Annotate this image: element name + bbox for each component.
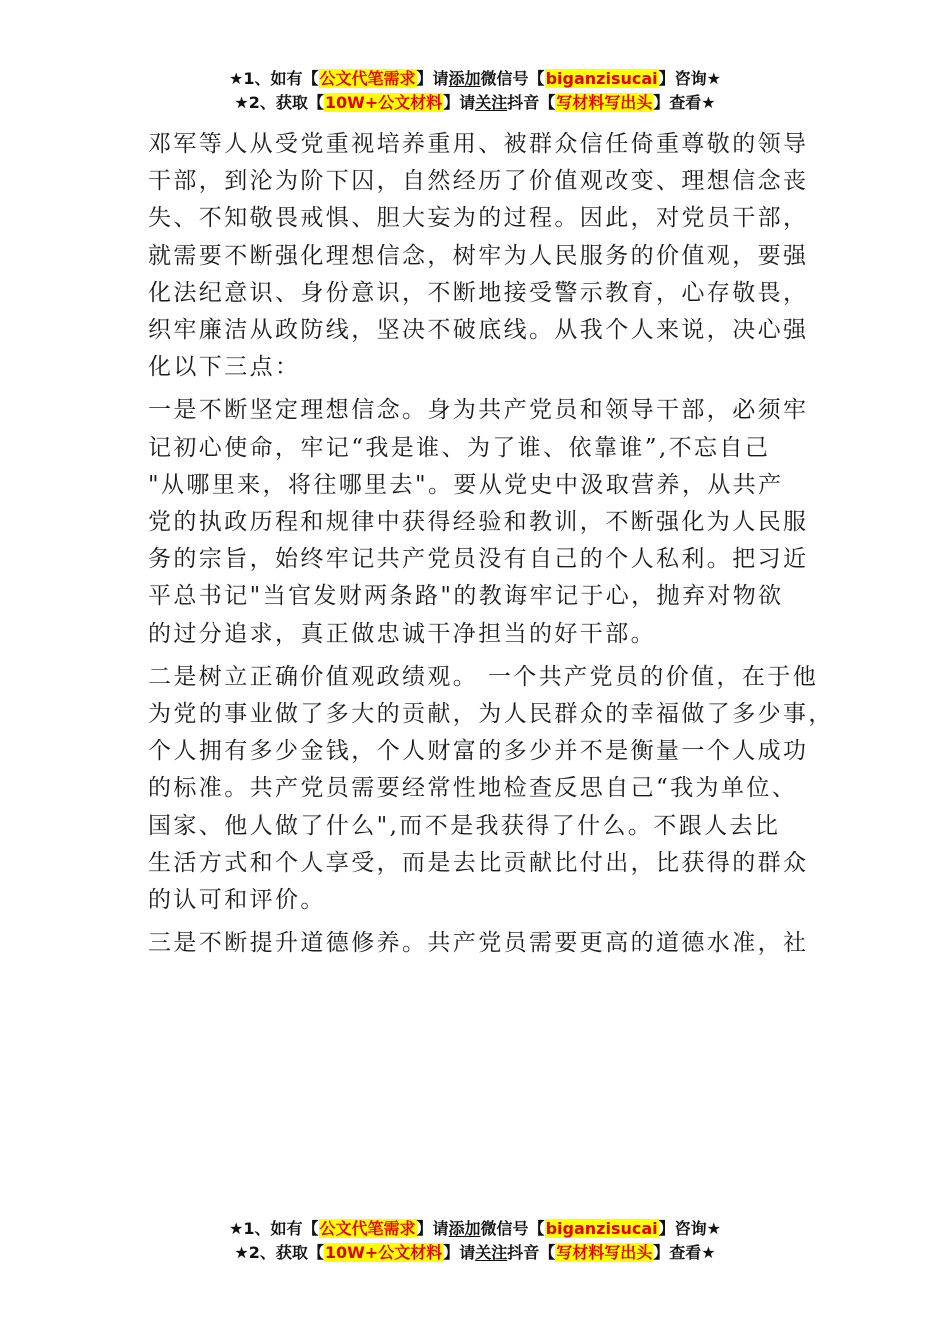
text-line: 个人拥有多少金钱，个人财富的多少并不是衡量一个人成功 <box>148 738 809 765</box>
paragraph-point-three <box>148 925 824 962</box>
text-line: 三是不断提升道德修养。共产党员需要更高的道德水准，社 <box>148 930 809 957</box>
banner-text: 】请 <box>416 69 449 88</box>
banner-text: ★1、如有【 <box>229 1219 319 1238</box>
banner-underlined-text: 添加 <box>448 1219 481 1238</box>
text-line: 二是树立正确价值观政绩观。 一个共产党员的价值，在于他 <box>148 663 819 690</box>
text-line: 平总书记"当官发财两条路"的教诲牢记于心，抛弃对物欲 <box>148 583 784 610</box>
paragraph-intro <box>148 126 824 386</box>
banner-text: 】请 <box>416 1219 449 1238</box>
text-line: 化法纪意识、身份意识，不断地接受警示教育，心存敬畏， <box>148 279 809 306</box>
text-line: 记初心使命，牢记“我是谁、为了谁、依靠谁”,不忘自己 <box>148 434 771 461</box>
banner-underlined-text: 关注 <box>475 1243 508 1262</box>
banner-text: ★2、获取【 <box>234 93 324 112</box>
text-line: 国家、他人做了什么",而不是我获得了什么。不跟人去比 <box>148 812 781 839</box>
banner-text: 抖音【 <box>507 1243 556 1262</box>
banner-text: 微信号【 <box>480 1219 545 1238</box>
banner-highlight: biganzisucai <box>545 69 658 88</box>
text-line: 化以下三点： <box>148 354 301 381</box>
banner-text: 微信号【 <box>480 69 545 88</box>
text-line: 的标准。共产党员需要经常性地检查反思自己“我为单位、 <box>148 775 798 802</box>
text-line: 党的执政历程和规律中获得经验和教训，不断强化为人民服 <box>148 509 809 536</box>
header-banner <box>0 67 950 115</box>
paragraph-point-two <box>148 659 834 919</box>
banner-highlight: 写材料写出头 <box>556 93 653 112</box>
text-line: 生活方式和个人享受，而是去比贡献比付出，比获得的群众 <box>148 849 809 876</box>
banner-text: 】咨询★ <box>658 1219 721 1238</box>
banner-line-1 <box>0 67 950 91</box>
banner-highlight: 写材料写出头 <box>556 1243 653 1262</box>
banner-highlight: biganzisucai <box>545 1219 658 1238</box>
banner-highlight: 公文代笔需求 <box>319 1219 416 1238</box>
text-line: 的认可和评价。 <box>148 887 326 914</box>
banner-line-2 <box>0 1241 950 1265</box>
text-line: 为党的事业做了多大的贡献，为人民群众的幸福做了多少事， <box>148 701 834 728</box>
footer-banner <box>0 1217 950 1265</box>
banner-text: ★2、获取【 <box>234 1243 324 1262</box>
banner-text: ★1、如有【 <box>229 69 319 88</box>
banner-highlight: 10W+公文材料 <box>324 93 443 112</box>
banner-text: 】查看★ <box>653 93 716 112</box>
text-line: 织牢廉洁从政防线，坚决不破底线。从我个人来说，决心强 <box>148 317 809 344</box>
text-line: 干部，到沦为阶下囚，自然经历了价值观改变、理想信念丧 <box>148 168 809 195</box>
banner-underlined-text: 添加 <box>448 69 481 88</box>
banner-line-1 <box>0 1217 950 1241</box>
banner-text: 抖音【 <box>507 93 556 112</box>
banner-text: 】请 <box>443 93 476 112</box>
text-line: 邓军等人从受党重视培养重用、被群众信任倚重尊敬的领导 <box>148 131 809 157</box>
text-line: 的过分追求，真正做忠诚干净担当的好干部。 <box>148 620 656 647</box>
text-line: "从哪里来，将往哪里去"。要从党史中汲取营养，从共产 <box>148 471 784 498</box>
banner-highlight: 10W+公文材料 <box>324 1243 443 1262</box>
paragraph-point-one <box>148 392 824 652</box>
text-line: 失、不知敬畏戒惧、胆大妄为的过程。因此，对党员干部， <box>148 205 809 232</box>
text-line: 就需要不断强化理想信念，树牢为人民服务的价值观，要强 <box>148 242 809 269</box>
banner-text: 】咨询★ <box>658 69 721 88</box>
banner-underlined-text: 关注 <box>475 93 508 112</box>
document-body <box>148 126 834 968</box>
banner-text: 】查看★ <box>653 1243 716 1262</box>
banner-text: 】请 <box>443 1243 476 1262</box>
banner-highlight: 公文代笔需求 <box>319 69 416 88</box>
banner-line-2 <box>0 91 950 115</box>
text-line: 一是不断坚定理想信念。身为共产党员和领导干部，必须牢 <box>148 397 809 424</box>
text-line: 务的宗旨，始终牢记共产党员没有自己的个人私利。把习近 <box>148 546 809 573</box>
